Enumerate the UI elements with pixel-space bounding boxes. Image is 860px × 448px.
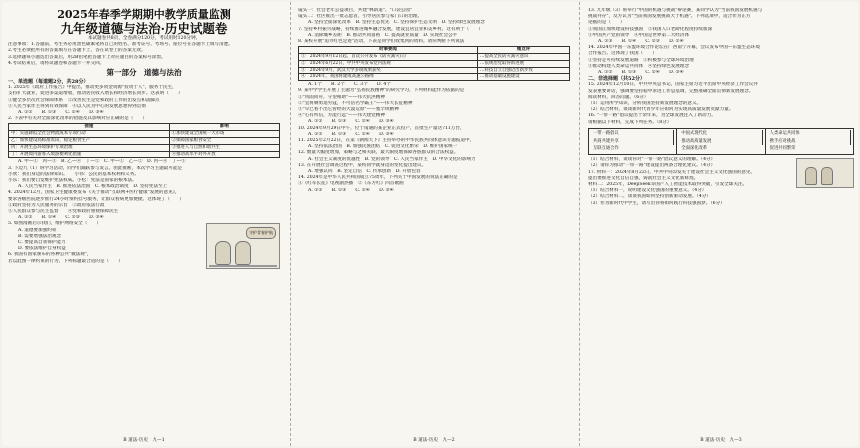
table-cell: ③推进人与自然和谐共生 xyxy=(169,144,279,151)
table-cell: 甲：实施降低全社会物流成本专项行动 xyxy=(9,131,170,138)
question-line: ①我国正加快建设科技强国 ②我国人口老龄化程度持续加深 xyxy=(588,26,713,32)
question-line: 8. 某校开展"追寻红色足迹"活动，下表是同学们收集到的资料。请你判断下列说法 xyxy=(298,39,465,45)
cartoon-image xyxy=(206,223,280,269)
section-heading: 一、单选题（每道题2分，共28分） xyxy=(8,79,89,86)
page-column-1 xyxy=(8,8,280,434)
illustration-image xyxy=(796,158,854,188)
question-line: 若以此图一律约束的行为，下列标题最合适的是（ ） xyxy=(8,258,123,264)
question-line: 4. 2024年12月，国家卫生健康委发布《关于推动"互联网+医疗健康"发展的意见》， xyxy=(8,190,180,196)
table-cell: 丙：开展生态环境保护专项治理 xyxy=(9,144,170,151)
question-line: 14. 2024年是中华人民共和国成立75周年，下列关于中国发展的说法正确的是 xyxy=(298,175,458,181)
answer-options: A. ①② B. ①③ C. ②④ D. ③④ xyxy=(308,131,394,137)
illustration-figure xyxy=(805,167,817,185)
question-line: （1）结合材料一，说明建设文化强国的重要意义。（4分） xyxy=(588,188,707,194)
question-line: 1. 2025年《政府工作报告》中提出，推动更多资金资源"投资于人"，服务于民生， xyxy=(8,85,177,91)
answer-options: A. 增强认同 B. 坚定自信 C. 传承创新 D. 开放包容 xyxy=(308,169,421,175)
question-line: 13. 九年级（3）班举行"中国的机遇与挑战"辩论赛，某同学认为"当前我国发展机遇与 xyxy=(588,8,763,13)
material-text: 携手应对挑战 xyxy=(768,138,851,146)
exam-paper xyxy=(2,2,858,446)
question-line: 材料二：2025年，DeepSeek等国产人工智能技术取得突破，引发全球关注。 xyxy=(588,182,748,188)
answer-options: A. 人民当家作主 B. 推进依法治国 C. 根本政治制度 D. 坚持宪法至上 xyxy=(18,184,168,190)
table-cell: ② 2024年6月22日，中共中央发布党内法规 xyxy=(299,60,478,67)
cartoon-caption: 守护青春护航 xyxy=(246,227,276,239)
question-line: （2）结合材料二，谈谈我国如何坚持创新驱动发展。（4分） xyxy=(588,194,711,200)
question-line: 7. 坚持乡村振兴战略，持续推进城乡融合发展，建设宜居宜业和美乡村。这有利于（ ） xyxy=(298,26,484,32)
question-line: 2. 下表中有关对全面深化改革的措施及其影响对应正确的是（ ） xyxy=(8,116,148,122)
material-text: 中国式现代化 xyxy=(679,130,762,138)
question-line: 16. "一带一路"倡议提出十余年来，为全球发展注入了新动力。 xyxy=(588,113,716,119)
question-line: 14. 2024年中国一东盟环境合作论坛在广西南宁开幕，会议发布中国—东盟生态环境 xyxy=(588,45,761,51)
table-cell: 乙：加快建设高标准农田，稳定粮食生产 xyxy=(9,138,170,145)
answer-options: A. 1个 B. 2个 C. 3个 D. 4个 xyxy=(308,82,391,88)
question-line: （2）结合材料，谈谈新时代青少年应如何为实现高质量发展贡献力量。 xyxy=(588,107,734,113)
column-divider xyxy=(579,2,580,446)
material-text: 推动高质量发展 xyxy=(679,138,762,146)
instruction-line: 3.选择题每小题选出答案后，用2B铅笔把答题卡上对应题目的答案标号涂黑。 xyxy=(8,54,166,60)
table-cell: …推动基础设施建设 xyxy=(478,74,570,81)
table-header: 措施 xyxy=(9,124,170,131)
answer-options: A. ①② B. ①③ C. ②④ D. ③④ xyxy=(598,70,684,76)
section-heading: 二、非选择题（共52分） xyxy=(588,76,645,83)
material-column xyxy=(589,129,677,154)
exam-title: 2025年春季学期期中教学质量监测 xyxy=(57,8,231,21)
material-text: 促进共同繁荣 xyxy=(769,146,796,152)
table-header: 影响 xyxy=(169,124,279,131)
question-line: 挑战并存"，反方认为"当前我国发展挑战大于机遇"。下列选项中，适合作为正方 xyxy=(588,14,751,20)
question-line: 小欣：我们身边的法律知识。 小伟：公民的基本权利和义务。 xyxy=(8,171,139,177)
answer-options: A. 消除城乡差距 B. 推动共同富裕 C. 提高就业质量 D. 实现社会公平 xyxy=(308,32,458,38)
news-table xyxy=(298,46,570,81)
question-line: ①坚持走可持续发展道路 ②积极参与全球环境治理 xyxy=(588,57,694,63)
page-column-2 xyxy=(298,8,570,434)
answer-option: B. 需要增强法治观念 xyxy=(18,233,62,239)
page-footer: B 道法·历史 九—2 xyxy=(413,438,455,443)
answer-option: C. 要提高自我保护能力 xyxy=(18,240,66,246)
answer-option: A. 道德要加强约束 xyxy=(18,227,57,233)
table-cell: ①加快建设全国统一大市场 xyxy=(169,131,279,138)
question-line: 镜头一：社会老年公益项目，共建"林荫道"、"口袋公园" xyxy=(298,8,413,13)
material-column xyxy=(677,129,765,154)
cartoon-figure xyxy=(215,241,231,265)
question-line: ④"心有所信，方能行远"——伟大建党精神 xyxy=(298,113,385,119)
material-text: 共商共建共享 xyxy=(591,138,674,146)
question-line: 10. 2024年9月29日中午，位于南通的某企业正式投产，首批生产量达711万台， xyxy=(298,125,465,131)
table-header: 微点评 xyxy=(478,47,570,54)
answer-options: A. 坚持全面深化改革 B. 坚持生态优先 C. 坚持保护生态文明 D. 坚持绿色发展理念 xyxy=(308,20,485,26)
table-header: 时事要闻 xyxy=(299,47,478,54)
table-cell: …提高全民防灾减灾意识 xyxy=(478,54,570,61)
question-line: 要求各级医院逐步推行24小时预约挂号服务，让群众看病更加便捷。这体现了（ ） xyxy=(8,196,184,202)
question-line: 阅读材料，回答问题。（6分） xyxy=(588,94,649,100)
question-line: 11. 2025年2月22日，在第《朝闻天下》主持举办的中华民族共同体意识专题报道中， xyxy=(298,138,475,144)
question-line: 提出要推进文化自信自强，铸就社会主义文化新辉煌。 xyxy=(588,175,699,181)
question-line: ②"宜将剩勇追穷寇，不可沽名学霸王"——伟大长征精神 xyxy=(298,100,413,106)
material-text: 一带一路倡议 xyxy=(591,130,674,138)
question-line: ①"风雨同舟，守望相助"——伟大抗洪精神 xyxy=(298,94,385,100)
material-box xyxy=(588,128,854,155)
cartoon-figure xyxy=(235,241,251,265)
answer-options: A. 甲—① 丙—③ B. 乙—④ 丁—② C. 甲—① 乙—② D. 丙—④ 丁—③ xyxy=(18,159,186,165)
question-line: 合作报告。这体现了我国（ ） xyxy=(588,51,657,57)
instruction-line: 2.考生必须把所有的答案填写在答题卡上，答在试卷上的答案无效。 xyxy=(8,48,146,54)
question-line: ③"早已看不出它曾经的大漠荒原"——塞罕坝精神 xyxy=(298,107,399,113)
answer-options: A. ①③ B. ①④ C. ②③ D. ②④ xyxy=(598,39,684,45)
page-footer: B 道法·历史 九—3 xyxy=(700,438,742,443)
exam-notice: 本试题卷共8页，全卷满分120分，考试用时120分钟。 xyxy=(87,36,201,41)
question-line: 请根据以下材料，完成下列任务。（8分） xyxy=(588,119,672,125)
question-line: （1）结合材料，谈谈你对"一带一路"倡议意义的理解。（4分） xyxy=(588,157,716,163)
question-line: ③人民群众参与民主监督 ④党和政府重视保障民生 xyxy=(8,209,119,215)
table-cell: ④推动高水平对外开放 xyxy=(169,151,279,158)
question-line: 镜头二：社区推出一批志愿者，引导居民参与家门口的治理。 xyxy=(298,14,423,20)
cartoon-ground xyxy=(209,265,277,267)
question-line: ①政府坚持为人民服务的宗旨 ②政府依法行政 xyxy=(8,202,105,208)
answer-options: A. ①② B. ①③ C. ②④ D. ③④ xyxy=(308,187,394,193)
question-line: ③人民当家作主得到有效保障 ④以人民为中心的发展思想得到贯彻 xyxy=(8,103,146,109)
material-text: 全面深化改革 xyxy=(681,146,708,152)
answer-options: A. ①② B. ①③ C. ②④ D. ③④ xyxy=(308,119,394,125)
table-cell: 丁：开展境内游客入境游便利化措施 xyxy=(9,151,170,158)
question-line: 3. 下边九（1）班学习活动，同学们踊跃参与发言。由此推断，本次学习主题最可能是 xyxy=(8,165,183,171)
question-line: ③中国共产党的领导 ④中国是世界第二大经济体 xyxy=(588,32,690,38)
table-cell: ②保障国家粮食安全 xyxy=(169,138,279,145)
question-line: ①健全多层次社会保障体系 ②改善民生是党和政府工作的出发点和落脚点 xyxy=(8,97,160,103)
table-cell: …依规治党取得新进展 xyxy=(478,60,570,67)
question-line: 6. 我国有国家颁布的各种公共"微法规"， xyxy=(8,252,92,258)
instruction-line: 4.考试结束后，请将试题卷和答题卡一并交回。 xyxy=(8,60,105,66)
page-column-3 xyxy=(588,8,854,434)
question-line: （3）作为新时代中学生，请写出你将如何践行科技强国梦。（6分） xyxy=(588,200,725,206)
question-line: 13. 在开展社会调查过程中，某校同学就身边的变化提出建议。 xyxy=(298,162,427,168)
question-line: 9. 某中学学生开展了主题为"弘扬民族精神"的研究学习，下列材料能作为依据的是 xyxy=(298,88,465,94)
answer-options: A. 社会主义制度的优越性 B. 党的领导 C. 人民当家作主 D. 中华文化的影响力 xyxy=(308,156,476,162)
question-line: ③推动构建人类命运共同体 ④坚持绿色发展理念 xyxy=(588,63,690,69)
table-cell: ① 2024年9月12日起，首次公开发布《防灾减灾日》 xyxy=(299,54,478,61)
question-line: 12. 数量大幅度增加，策略与之相关联，最大限度地保障各族群众的合法权益。 xyxy=(298,150,459,156)
question-line: 17. 材料一：2024年8月22日，中共中央印发关于建设社会主义文化强国的意见， xyxy=(588,169,756,175)
answer-options: A. 坚持依法治国 B. 加强民族团结 C. 促进文化繁荣 D. 维护国家统一 xyxy=(308,144,458,150)
illustration-figure xyxy=(821,167,833,185)
question-line: 15. 2024年12月10日，中共中央总书记、国家主席习近平出席中央经济工作会议并 xyxy=(588,82,758,88)
question-line: 发表重要讲话，强调要坚持稳中求进工作总基调，完整准确全面贯彻新发展理念。 xyxy=(588,88,754,94)
column-divider xyxy=(290,2,291,446)
instruction-line: 注意事项：1.答题前，考生务必用黑色碳素笔将自己的姓名、准考证号、考场号、座位号在答题卡上填写清楚。 xyxy=(8,42,233,48)
answer-options: A. ①② B. ①④ C. ②③ D. ③④ xyxy=(18,215,104,221)
table-cell: ③ 2024年9月，武汉大学多项成果获奖 xyxy=(299,67,478,74)
answer-option: D. 要依法维护自身权益 xyxy=(18,246,66,252)
question-line: 论据的是（ ） xyxy=(588,20,625,26)
table-cell: …科技自立自强迈出新步伐 xyxy=(478,67,570,74)
material-text: 人类命运共同体 xyxy=(768,130,851,138)
answer-options: A. ①② B. ①③ C. ②④ D. ③④ xyxy=(18,110,104,116)
question-line: （2）请你为推动"一带一路"建设提出两条合理化建议。（4分） xyxy=(588,163,716,169)
table-cell: ④ 2024年，我国将建成高速公路网 xyxy=(299,74,478,81)
question-line: （1）运用所学知识，分析我国坚持新发展理念的意义。 xyxy=(588,101,702,107)
part-heading: 第一部分 道德与法治 xyxy=(106,68,182,78)
question-line: 小乐：我们要自觉维护宪法权威。小松：宪法是国家的根本法。 xyxy=(8,178,137,184)
material-column xyxy=(766,129,853,154)
question-line: 支持扩大就业，促进多渠道增收，推动居民收入增长和经济增长同步。这表明（ ） xyxy=(8,91,183,97)
question-line: ①《红军长征》电视剧热播 ②《东方红》四首歌曲 xyxy=(298,181,404,187)
exam-subtitle: 九年级道德与法治·历史试题卷 xyxy=(60,21,228,36)
question-line: 5. 如图漫画启示我们，维护网络安全（ ） xyxy=(8,221,102,227)
measure-table xyxy=(8,123,280,158)
material-text: 互联互通合作 xyxy=(593,146,619,152)
page-footer: B 道法·历史 九—1 xyxy=(123,438,165,443)
